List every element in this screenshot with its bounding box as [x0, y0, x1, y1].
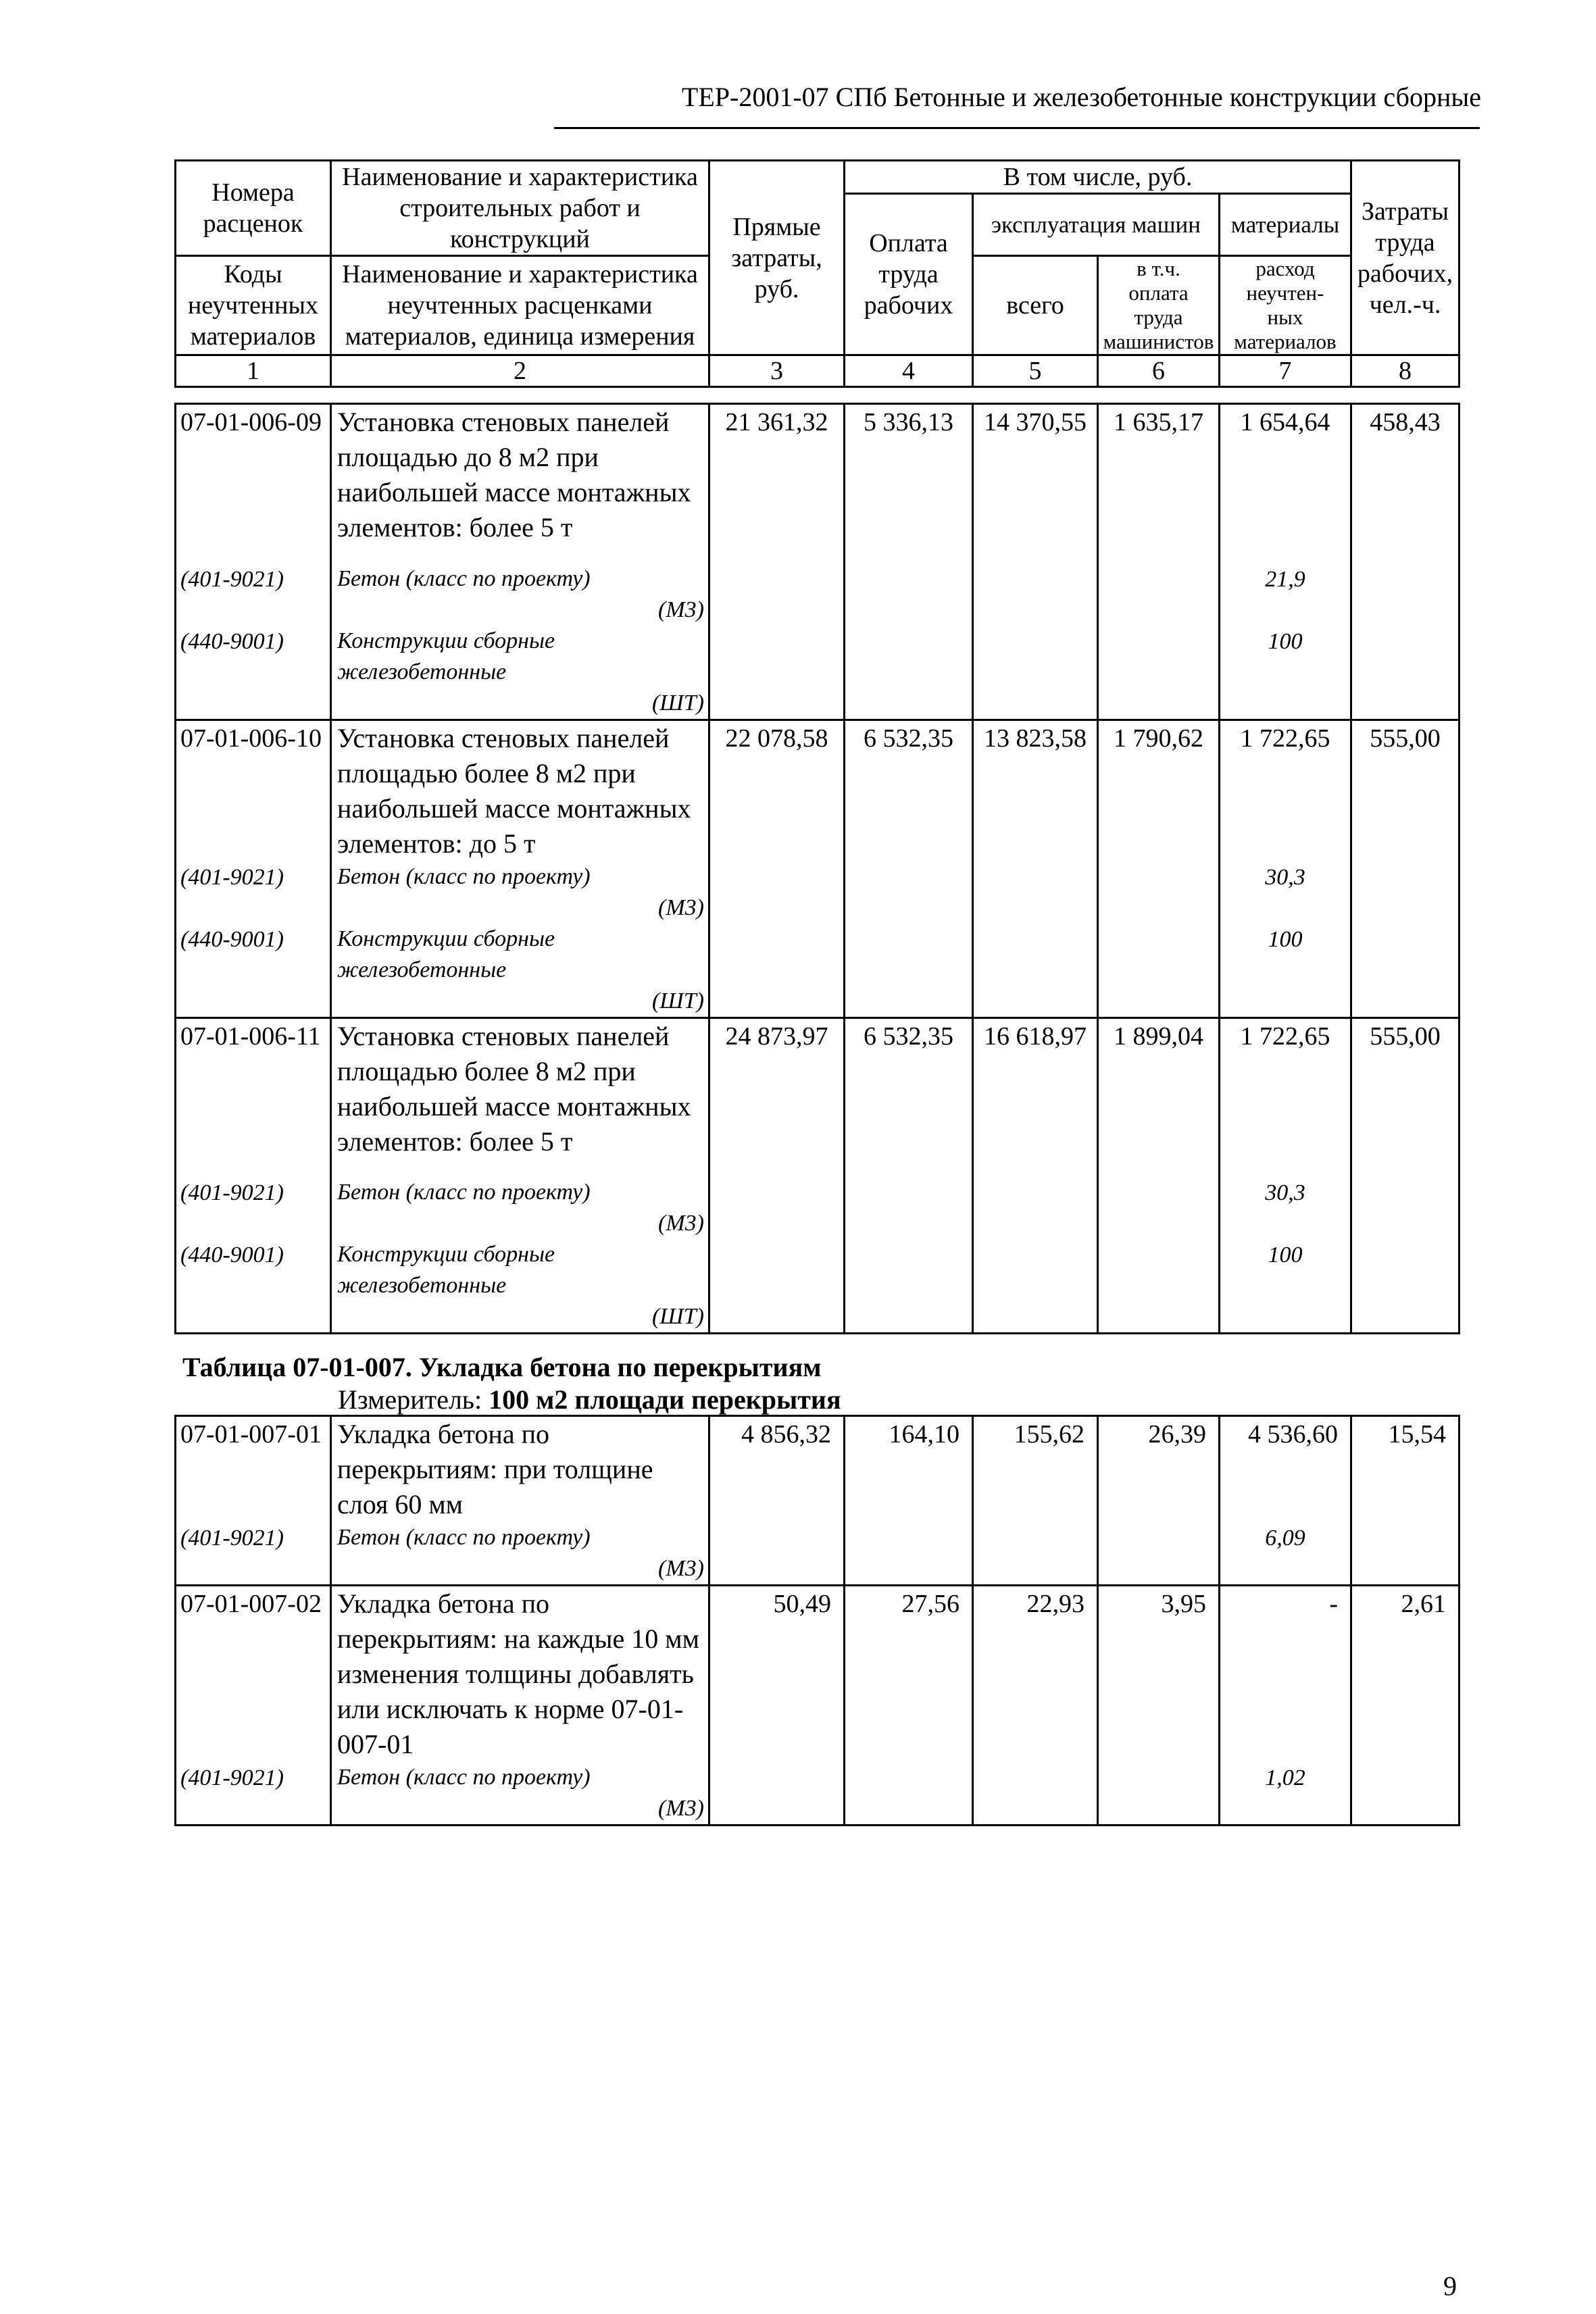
labor-cost: 164,10 [845, 1416, 973, 1523]
operator-cost: 3,95 [1098, 1586, 1220, 1763]
rate-name: Установка стеновых панелей площадью более 8 м2 при наибольшей массе монтажных элементов: до 5 т [331, 720, 709, 861]
direct-cost: 50,49 [709, 1586, 845, 1763]
group-header: В том числе, руб. [845, 161, 1351, 194]
material-cost: 1 654,64 [1220, 404, 1351, 563]
material-code: (401-9021) [176, 563, 331, 626]
labor-hours: 458,43 [1351, 404, 1460, 563]
labor-hours: 2,61 [1351, 1586, 1460, 1763]
page-number: 9 [1443, 2271, 1457, 2301]
rate-code: 07-01-006-10 [176, 720, 331, 861]
material-row [176, 563, 1460, 626]
material-cost: 4 536,60 [1220, 1416, 1351, 1523]
labor-cost: 5 336,13 [845, 404, 973, 563]
col6-header: в т.ч. оплата труда машинистов [1098, 256, 1220, 355]
table-meter [338, 1384, 841, 1415]
material-name: Бетон (класс по проекту) [337, 1765, 591, 1790]
column-header-table [174, 159, 1460, 388]
material-name: Бетон (класс по проекту) [337, 863, 591, 889]
material-code: (401-9021) [176, 1522, 331, 1586]
labor-cost: 6 532,35 [845, 1017, 973, 1177]
rates-table-007 [174, 1415, 1460, 1826]
direct-cost: 24 873,97 [709, 1017, 845, 1177]
col3-header: Прямые затраты, руб. [709, 161, 845, 355]
rates-table-006 [174, 403, 1460, 1334]
material-row [176, 1522, 1460, 1586]
machine-cost: 14 370,55 [973, 404, 1098, 563]
col7-header: расход неучтен- ных материалов [1220, 256, 1351, 355]
material-qty: 30,3 [1220, 861, 1351, 924]
material-name: Конструкции сборные железобетонные [337, 1242, 555, 1298]
machine-cost: 22,93 [973, 1586, 1098, 1763]
machine-cost: 155,62 [973, 1416, 1098, 1523]
material-code: (440-9001) [176, 626, 331, 720]
col5-header: всего [973, 256, 1098, 355]
material-name: Бетон (класс по проекту) [337, 565, 591, 591]
rate-name: Укладка бетона по перекрытиям: на каждые 10 мм изменения толщины добавлять или исключать к норме 07-01-007-01 [331, 1586, 709, 1763]
table-row [176, 1017, 1460, 1177]
material-qty: 1,02 [1220, 1762, 1351, 1826]
material-code: (440-9001) [176, 924, 331, 1018]
material-unit: (М3) [658, 1556, 704, 1581]
col-number: 2 [331, 355, 709, 387]
col2-header-top: Наименование и характеристика строительных работ и конструкций [331, 161, 709, 256]
machine-cost: 16 618,97 [973, 1017, 1098, 1177]
labor-cost: 27,56 [845, 1586, 973, 1763]
col1-header-top: Номера расценок [176, 161, 331, 256]
machine-cost: 13 823,58 [973, 720, 1098, 861]
running-header: ТЕР-2001-07 СПб Бетонные и железобетонные конструкции сборные [681, 82, 1481, 112]
material-name: Конструкции сборные железобетонные [337, 926, 555, 982]
material-name: Бетон (класс по проекту) [337, 1525, 591, 1550]
col-number: 5 [973, 355, 1098, 387]
rate-name: Установка стеновых панелей площадью до 8 м2 при наибольшей массе монтажных элементов: более 5 т [331, 404, 709, 563]
material-cost: 1 722,65 [1220, 1017, 1351, 1177]
material-row [176, 1239, 1460, 1334]
operator-cost: 1 899,04 [1098, 1017, 1220, 1177]
col-number: 1 [176, 355, 331, 387]
material-qty: 6,09 [1220, 1522, 1351, 1586]
material-row [176, 626, 1460, 720]
material-qty: 100 [1220, 924, 1351, 1018]
material-code: (401-9021) [176, 861, 331, 924]
operator-cost: 1 790,62 [1098, 720, 1220, 861]
material-row [176, 924, 1460, 1018]
material-name: Бетон (класс по проекту) [337, 1180, 591, 1205]
table-caption: Таблица 07-01-007. Укладка бетона по перекрытиям [182, 1352, 822, 1382]
table-row [176, 1586, 1460, 1763]
col-number: 6 [1098, 355, 1220, 387]
operator-cost: 26,39 [1098, 1416, 1220, 1523]
meter-value: 100 м2 площади перекрытия [489, 1384, 841, 1415]
rate-code: 07-01-006-09 [176, 404, 331, 563]
rate-name: Укладка бетона по перекрытиям: при толщине слоя 60 мм [331, 1416, 709, 1523]
col8-header: Затраты труда рабочих, чел.-ч. [1351, 161, 1460, 355]
material-cost: 1 722,65 [1220, 720, 1351, 861]
material-unit: (ШТ) [651, 690, 704, 715]
col-number: 3 [709, 355, 845, 387]
material-name: Конструкции сборные железобетонные [337, 628, 555, 684]
labor-hours: 555,00 [1351, 1017, 1460, 1177]
material-unit: (М3) [658, 1211, 704, 1236]
material-cost: - [1220, 1586, 1351, 1763]
col1-header-bottom: Коды неучтенных материалов [176, 256, 331, 355]
material-unit: (М3) [658, 597, 704, 622]
col4-header: Оплата труда рабочих [845, 194, 973, 355]
material-qty: 21,9 [1220, 563, 1351, 626]
direct-cost: 21 361,32 [709, 404, 845, 563]
materials-header: материалы [1220, 194, 1351, 256]
material-row [176, 861, 1460, 924]
labor-hours: 555,00 [1351, 720, 1460, 861]
material-qty: 30,3 [1220, 1177, 1351, 1239]
col-number: 4 [845, 355, 973, 387]
material-unit: (ШТ) [651, 988, 704, 1013]
material-code: (401-9021) [176, 1177, 331, 1239]
col-number: 8 [1351, 355, 1460, 387]
labor-cost: 6 532,35 [845, 720, 973, 861]
material-code: (401-9021) [176, 1762, 331, 1826]
material-row [176, 1762, 1460, 1826]
col2-header-bottom: Наименование и характеристика неучтенных расценками материалов, единица измерения [331, 256, 709, 355]
machines-header: эксплуатация машин [973, 194, 1220, 256]
operator-cost: 1 635,17 [1098, 404, 1220, 563]
direct-cost: 22 078,58 [709, 720, 845, 861]
table-row [176, 1416, 1460, 1523]
rate-code: 07-01-006-11 [176, 1017, 331, 1177]
material-qty: 100 [1220, 626, 1351, 720]
rate-code: 07-01-007-02 [176, 1586, 331, 1763]
rate-code: 07-01-007-01 [176, 1416, 331, 1523]
col-number: 7 [1220, 355, 1351, 387]
direct-cost: 4 856,32 [709, 1416, 845, 1523]
table-row [176, 404, 1460, 563]
material-code: (440-9001) [176, 1239, 331, 1334]
material-row [176, 1177, 1460, 1239]
header-rule [554, 127, 1480, 129]
material-unit: (М3) [658, 1796, 704, 1821]
material-qty: 100 [1220, 1239, 1351, 1334]
meter-label: Измеритель: [338, 1384, 482, 1415]
labor-hours: 15,54 [1351, 1416, 1460, 1523]
material-unit: (М3) [658, 895, 704, 920]
table-row [176, 720, 1460, 861]
rate-name: Установка стеновых панелей площадью более 8 м2 при наибольшей массе монтажных элементов: более 5 т [331, 1017, 709, 1177]
material-unit: (ШТ) [651, 1304, 704, 1329]
